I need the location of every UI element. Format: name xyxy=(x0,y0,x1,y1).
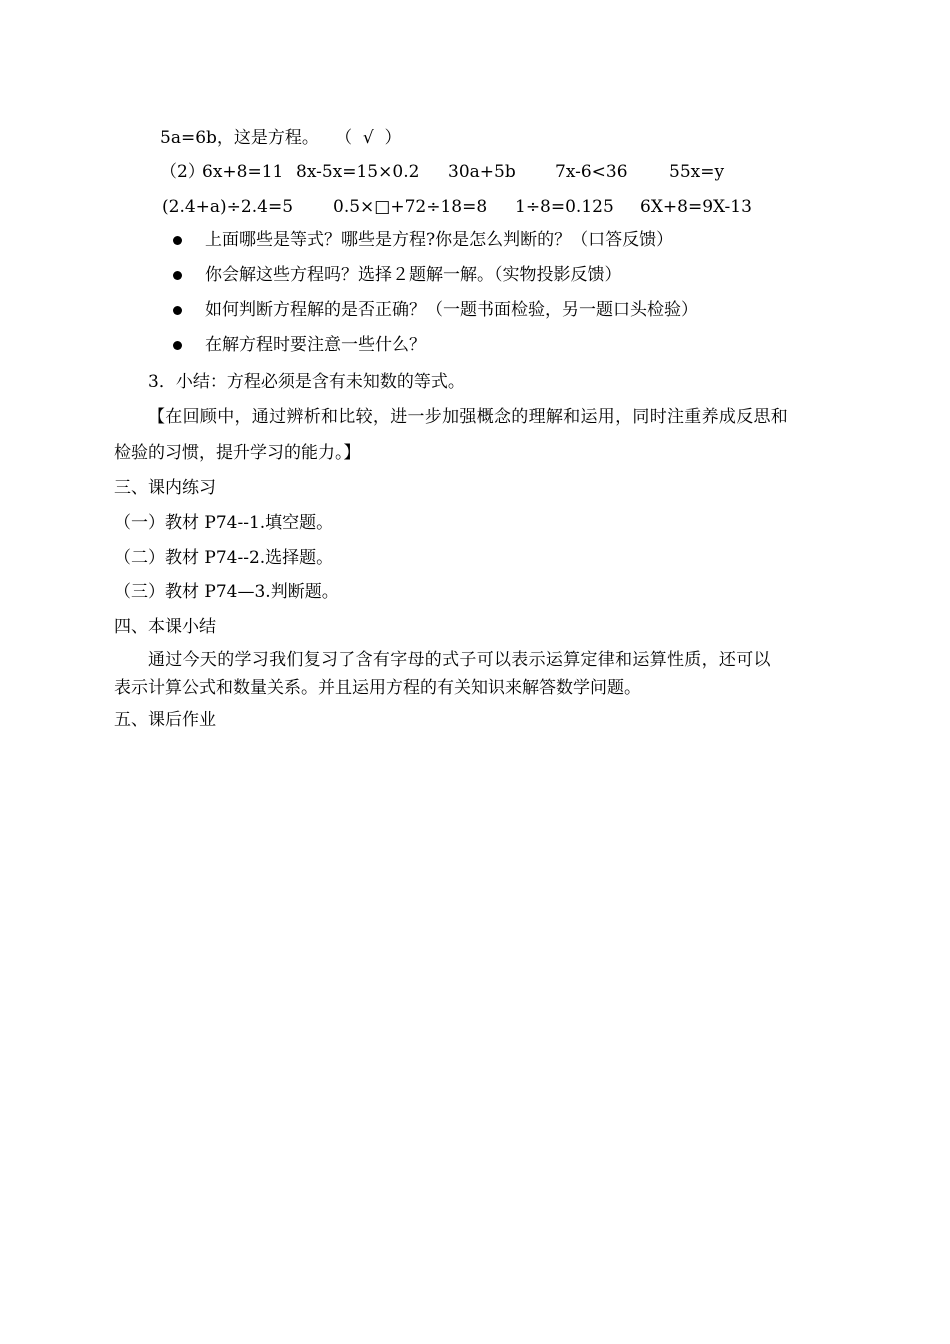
statement-line: 5a=6b，这是方程。 （ √ ） xyxy=(160,128,402,148)
bullet-dot-icon xyxy=(173,341,182,350)
section-heading: 四、本课小结 xyxy=(114,617,216,637)
equation: 7x-6<36 xyxy=(555,162,628,182)
bullet-item: 在解方程时要注意一些什么？ xyxy=(205,335,426,355)
bullet-item: 如何判断方程解的是否正确？（一题书面检验，另一题口头检验） xyxy=(205,300,698,320)
equation: 6X+8=9X-13 xyxy=(640,197,752,217)
equation: 6x+8=11 xyxy=(202,162,284,182)
summary-line: 3．小结：方程必须是含有未知数的等式。 xyxy=(148,372,465,392)
equation: 8x-5x=15×0.2 xyxy=(296,162,420,182)
bullet-item: 上面哪些是等式？哪些是方程?你是怎么判断的？（口答反馈） xyxy=(205,230,674,250)
exercise-item: （三）教材 P74—3.判断题。 xyxy=(114,582,339,602)
equation: 0.5×□+72÷18=8 xyxy=(333,197,488,217)
equation: 55x=y xyxy=(669,162,725,182)
equation: 30a+5b xyxy=(448,162,516,182)
exercise-item: （二）教材 P74--2.选择题。 xyxy=(114,548,334,568)
summary-paragraph: 表示计算公式和数量关系。并且运用方程的有关知识来解答数学问题。 xyxy=(114,678,641,698)
section-heading: 三、课内练习 xyxy=(114,478,216,498)
bullet-dot-icon xyxy=(173,306,182,315)
bullet-dot-icon xyxy=(173,271,182,280)
bullet-dot-icon xyxy=(173,236,182,245)
item-number: （2） xyxy=(160,162,205,182)
bullet-item: 你会解这些方程吗？选择２题解一解。（实物投影反馈） xyxy=(205,265,622,285)
summary-paragraph: 通过今天的学习我们复习了含有字母的式子可以表示运算定律和运算性质，还可以 xyxy=(148,650,771,670)
exercise-item: （一）教材 P74--1.填空题。 xyxy=(114,513,334,533)
note-line: 【在回顾中，通过辨析和比较，进一步加强概念的理解和运用，同时注重养成反思和 xyxy=(148,407,789,427)
note-line: 检验的习惯，提升学习的能力。】 xyxy=(114,443,361,463)
equation: 1÷8=0.125 xyxy=(515,197,614,217)
equation: (2.4+a)÷2.4=5 xyxy=(162,197,294,217)
section-heading: 五、课后作业 xyxy=(114,710,216,730)
